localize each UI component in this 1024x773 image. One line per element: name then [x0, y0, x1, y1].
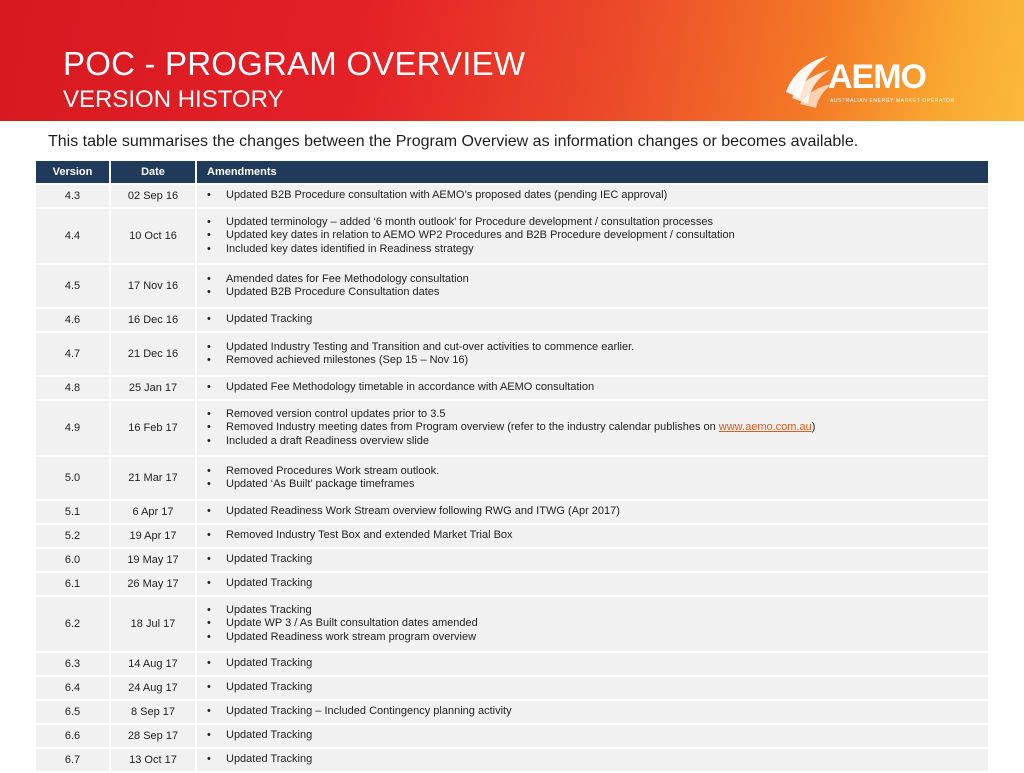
amendments-cell [197, 401, 988, 457]
version-cell: 6.7 [36, 749, 111, 773]
column-header-amendments: Amendments [197, 161, 988, 185]
table-row [36, 457, 988, 501]
amendments-cell [197, 597, 988, 653]
table-row [36, 377, 988, 401]
aemo-logo [780, 52, 960, 112]
version-cell: 6.2 [36, 597, 111, 653]
amendment-item [207, 313, 988, 327]
amendment-text: Updated ‘As Built’ package timeframes [226, 478, 415, 490]
amendment-item [207, 553, 988, 567]
table-row [36, 701, 988, 725]
page-subtitle: VERSION HISTORY [63, 86, 284, 113]
version-cell: 4.7 [36, 333, 111, 377]
table-header-row [36, 161, 988, 185]
table-row [36, 653, 988, 677]
version-cell: 6.3 [36, 653, 111, 677]
version-cell: 6.5 [36, 701, 111, 725]
amendment-list [207, 577, 988, 591]
version-cell: 4.3 [36, 185, 111, 209]
amendments-cell [197, 457, 988, 501]
table-row [36, 525, 988, 549]
amendment-item [207, 681, 988, 695]
amendment-item [207, 216, 988, 230]
version-history-table [36, 161, 988, 773]
date-cell: 24 Aug 17 [111, 677, 197, 701]
date-cell: 21 Dec 16 [111, 333, 197, 377]
amendment-item [207, 505, 988, 519]
version-cell: 4.6 [36, 309, 111, 333]
date-cell: 14 Aug 17 [111, 653, 197, 677]
amendment-list [207, 505, 988, 519]
amendment-item [207, 604, 988, 618]
amendment-list [207, 189, 988, 203]
date-cell: 17 Nov 16 [111, 265, 197, 309]
table-row [36, 549, 988, 573]
amendments-cell [197, 701, 988, 725]
amendment-item [207, 465, 988, 479]
amendment-text: Updated Tracking [226, 753, 313, 766]
amendments-cell [197, 333, 988, 377]
amendment-item [207, 381, 988, 395]
amendment-text: Removed Procedures Work stream outlook. [226, 464, 440, 477]
amendment-list [207, 681, 988, 695]
amendment-text: Included a draft Readiness overview slide [226, 434, 430, 447]
amendment-text: Removed achieved milestones (Sep 15 – Nov 16) [226, 354, 469, 366]
date-cell: 21 Mar 17 [111, 457, 197, 501]
logo-tagline: AUSTRALIAN ENERGY MARKET OPERATOR [830, 98, 955, 104]
amendment-list [207, 465, 988, 492]
column-header-version: Version [36, 161, 111, 185]
amendment-text: Updated Tracking – Included Contingency planning activity [226, 705, 512, 718]
table-row [36, 725, 988, 749]
table-row [36, 209, 988, 265]
version-cell: 4.8 [36, 377, 111, 401]
amendment-text: Updated Readiness Work Stream overview following RWG and ITWG (Apr 2017) [226, 505, 620, 518]
amendment-text: Updated Tracking [226, 553, 313, 566]
table-row [36, 309, 988, 333]
date-cell: 19 May 17 [111, 549, 197, 573]
amendment-list [207, 753, 988, 767]
table-row [36, 677, 988, 701]
version-cell: 6.4 [36, 677, 111, 701]
date-cell: 16 Dec 16 [111, 309, 197, 333]
amendment-list [207, 408, 988, 449]
amendment-item [207, 577, 988, 591]
amendment-item [207, 631, 988, 645]
amendment-text: Updated B2B Procedure consultation with AEMO’s proposed dates (pending IEC approval) [226, 189, 668, 202]
amendment-text: Updated Tracking [226, 313, 313, 326]
amendment-text: Update WP 3 / As Built consultation dates amended [226, 617, 478, 630]
amendment-item [207, 435, 988, 449]
amendment-list [207, 529, 988, 543]
amendment-text: Updated key dates in relation to AEMO WP2 Procedures and B2B Procedure development / consultation [226, 229, 735, 242]
date-cell: 02 Sep 16 [111, 185, 197, 209]
aemo-website-link[interactable]: www.aemo.com.au [718, 421, 812, 434]
table-row [36, 401, 988, 457]
table-row [36, 265, 988, 309]
amendments-cell [197, 725, 988, 749]
version-cell: 6.6 [36, 725, 111, 749]
amendment-list [207, 604, 988, 645]
title-banner [0, 0, 1024, 121]
amendment-text: Updated Tracking [226, 681, 313, 694]
amendment-text: Updated Fee Methodology timetable in accordance with AEMO consultation [226, 381, 595, 394]
amendment-item [207, 421, 988, 435]
version-cell: 5.1 [36, 501, 111, 525]
amendment-text: Removed version control updates prior to 3.5 [226, 407, 446, 420]
amendments-cell [197, 185, 988, 209]
amendment-item [207, 273, 988, 287]
table-row [36, 573, 988, 597]
table-row [36, 597, 988, 653]
version-cell: 6.0 [36, 549, 111, 573]
amendment-item [207, 705, 988, 719]
amendments-cell [197, 501, 988, 525]
amendment-text: Updated Industry Testing and Transition and cut-over activities to commence earlier. [226, 340, 635, 353]
amendments-cell [197, 265, 988, 309]
date-cell: 16 Feb 17 [111, 401, 197, 457]
column-header-date: Date [111, 161, 197, 185]
date-cell: 6 Apr 17 [111, 501, 197, 525]
amendment-item [207, 243, 988, 257]
version-cell: 4.9 [36, 401, 111, 457]
amendment-list [207, 381, 988, 395]
version-cell: 5.2 [36, 525, 111, 549]
amendment-list [207, 341, 988, 368]
date-cell: 13 Oct 17 [111, 749, 197, 773]
amendment-list [207, 216, 988, 257]
date-cell: 8 Sep 17 [111, 701, 197, 725]
amendment-text: Updated Readiness work stream program overview [226, 630, 477, 643]
version-cell: 4.5 [36, 265, 111, 309]
amendment-list [207, 705, 988, 719]
amendment-text: Updated Tracking [226, 577, 313, 590]
amendments-cell [197, 377, 988, 401]
amendment-item [207, 729, 988, 743]
amendment-list [207, 553, 988, 567]
amendment-text: Updates Tracking [226, 603, 312, 616]
amendment-item [207, 286, 988, 300]
amendments-cell [197, 525, 988, 549]
table-body [36, 185, 988, 773]
amendment-item [207, 529, 988, 543]
date-cell: 25 Jan 17 [111, 377, 197, 401]
date-cell: 19 Apr 17 [111, 525, 197, 549]
amendment-item [207, 341, 988, 355]
version-cell: 5.0 [36, 457, 111, 501]
table-row [36, 501, 988, 525]
amendments-cell [197, 549, 988, 573]
amendments-cell [197, 653, 988, 677]
date-cell: 10 Oct 16 [111, 209, 197, 265]
amendment-text: Removed Industry meeting dates from Program overview (refer to the industry calendar publishes on [226, 421, 719, 434]
amendment-text: Updated terminology – added ‘6 month outlook’ for Procedure development / consultation processes [226, 215, 713, 228]
version-cell: 4.4 [36, 209, 111, 265]
table-row [36, 749, 988, 773]
amendment-text: Updated Tracking [226, 729, 313, 742]
amendment-item [207, 478, 988, 492]
table-row [36, 333, 988, 377]
amendments-cell [197, 309, 988, 333]
amendment-list [207, 729, 988, 743]
amendment-list [207, 313, 988, 327]
amendment-item [207, 189, 988, 203]
amendment-item [207, 617, 988, 631]
amendment-text: Amended dates for Fee Methodology consultation [226, 272, 469, 285]
intro-text: This table summarises the changes between the Program Overview as information changes or becomes available. [48, 133, 859, 150]
amendments-cell [197, 677, 988, 701]
amendment-item [207, 657, 988, 671]
amendment-item [207, 753, 988, 767]
amendments-cell [197, 209, 988, 265]
amendment-item [207, 229, 988, 243]
amendment-item [207, 354, 988, 368]
page-title: POC - PROGRAM OVERVIEW [63, 45, 526, 82]
amendment-list [207, 657, 988, 671]
amendment-text: Included key dates identified in Readiness strategy [226, 242, 474, 255]
amendments-cell [197, 749, 988, 773]
amendment-text: Updated Tracking [226, 657, 313, 670]
amendment-text: Updated B2B Procedure Consultation dates [226, 286, 440, 298]
date-cell: 28 Sep 17 [111, 725, 197, 749]
amendment-text: Removed Industry Test Box and extended Market Trial Box [226, 529, 513, 542]
table-row [36, 185, 988, 209]
amendment-list [207, 273, 988, 300]
amendments-cell [197, 573, 988, 597]
closing-paren: ) [811, 421, 816, 434]
version-cell: 6.1 [36, 573, 111, 597]
date-cell: 18 Jul 17 [111, 597, 197, 653]
date-cell: 26 May 17 [111, 573, 197, 597]
amendment-item [207, 408, 988, 422]
logo-wordmark: AEMO [828, 58, 926, 96]
